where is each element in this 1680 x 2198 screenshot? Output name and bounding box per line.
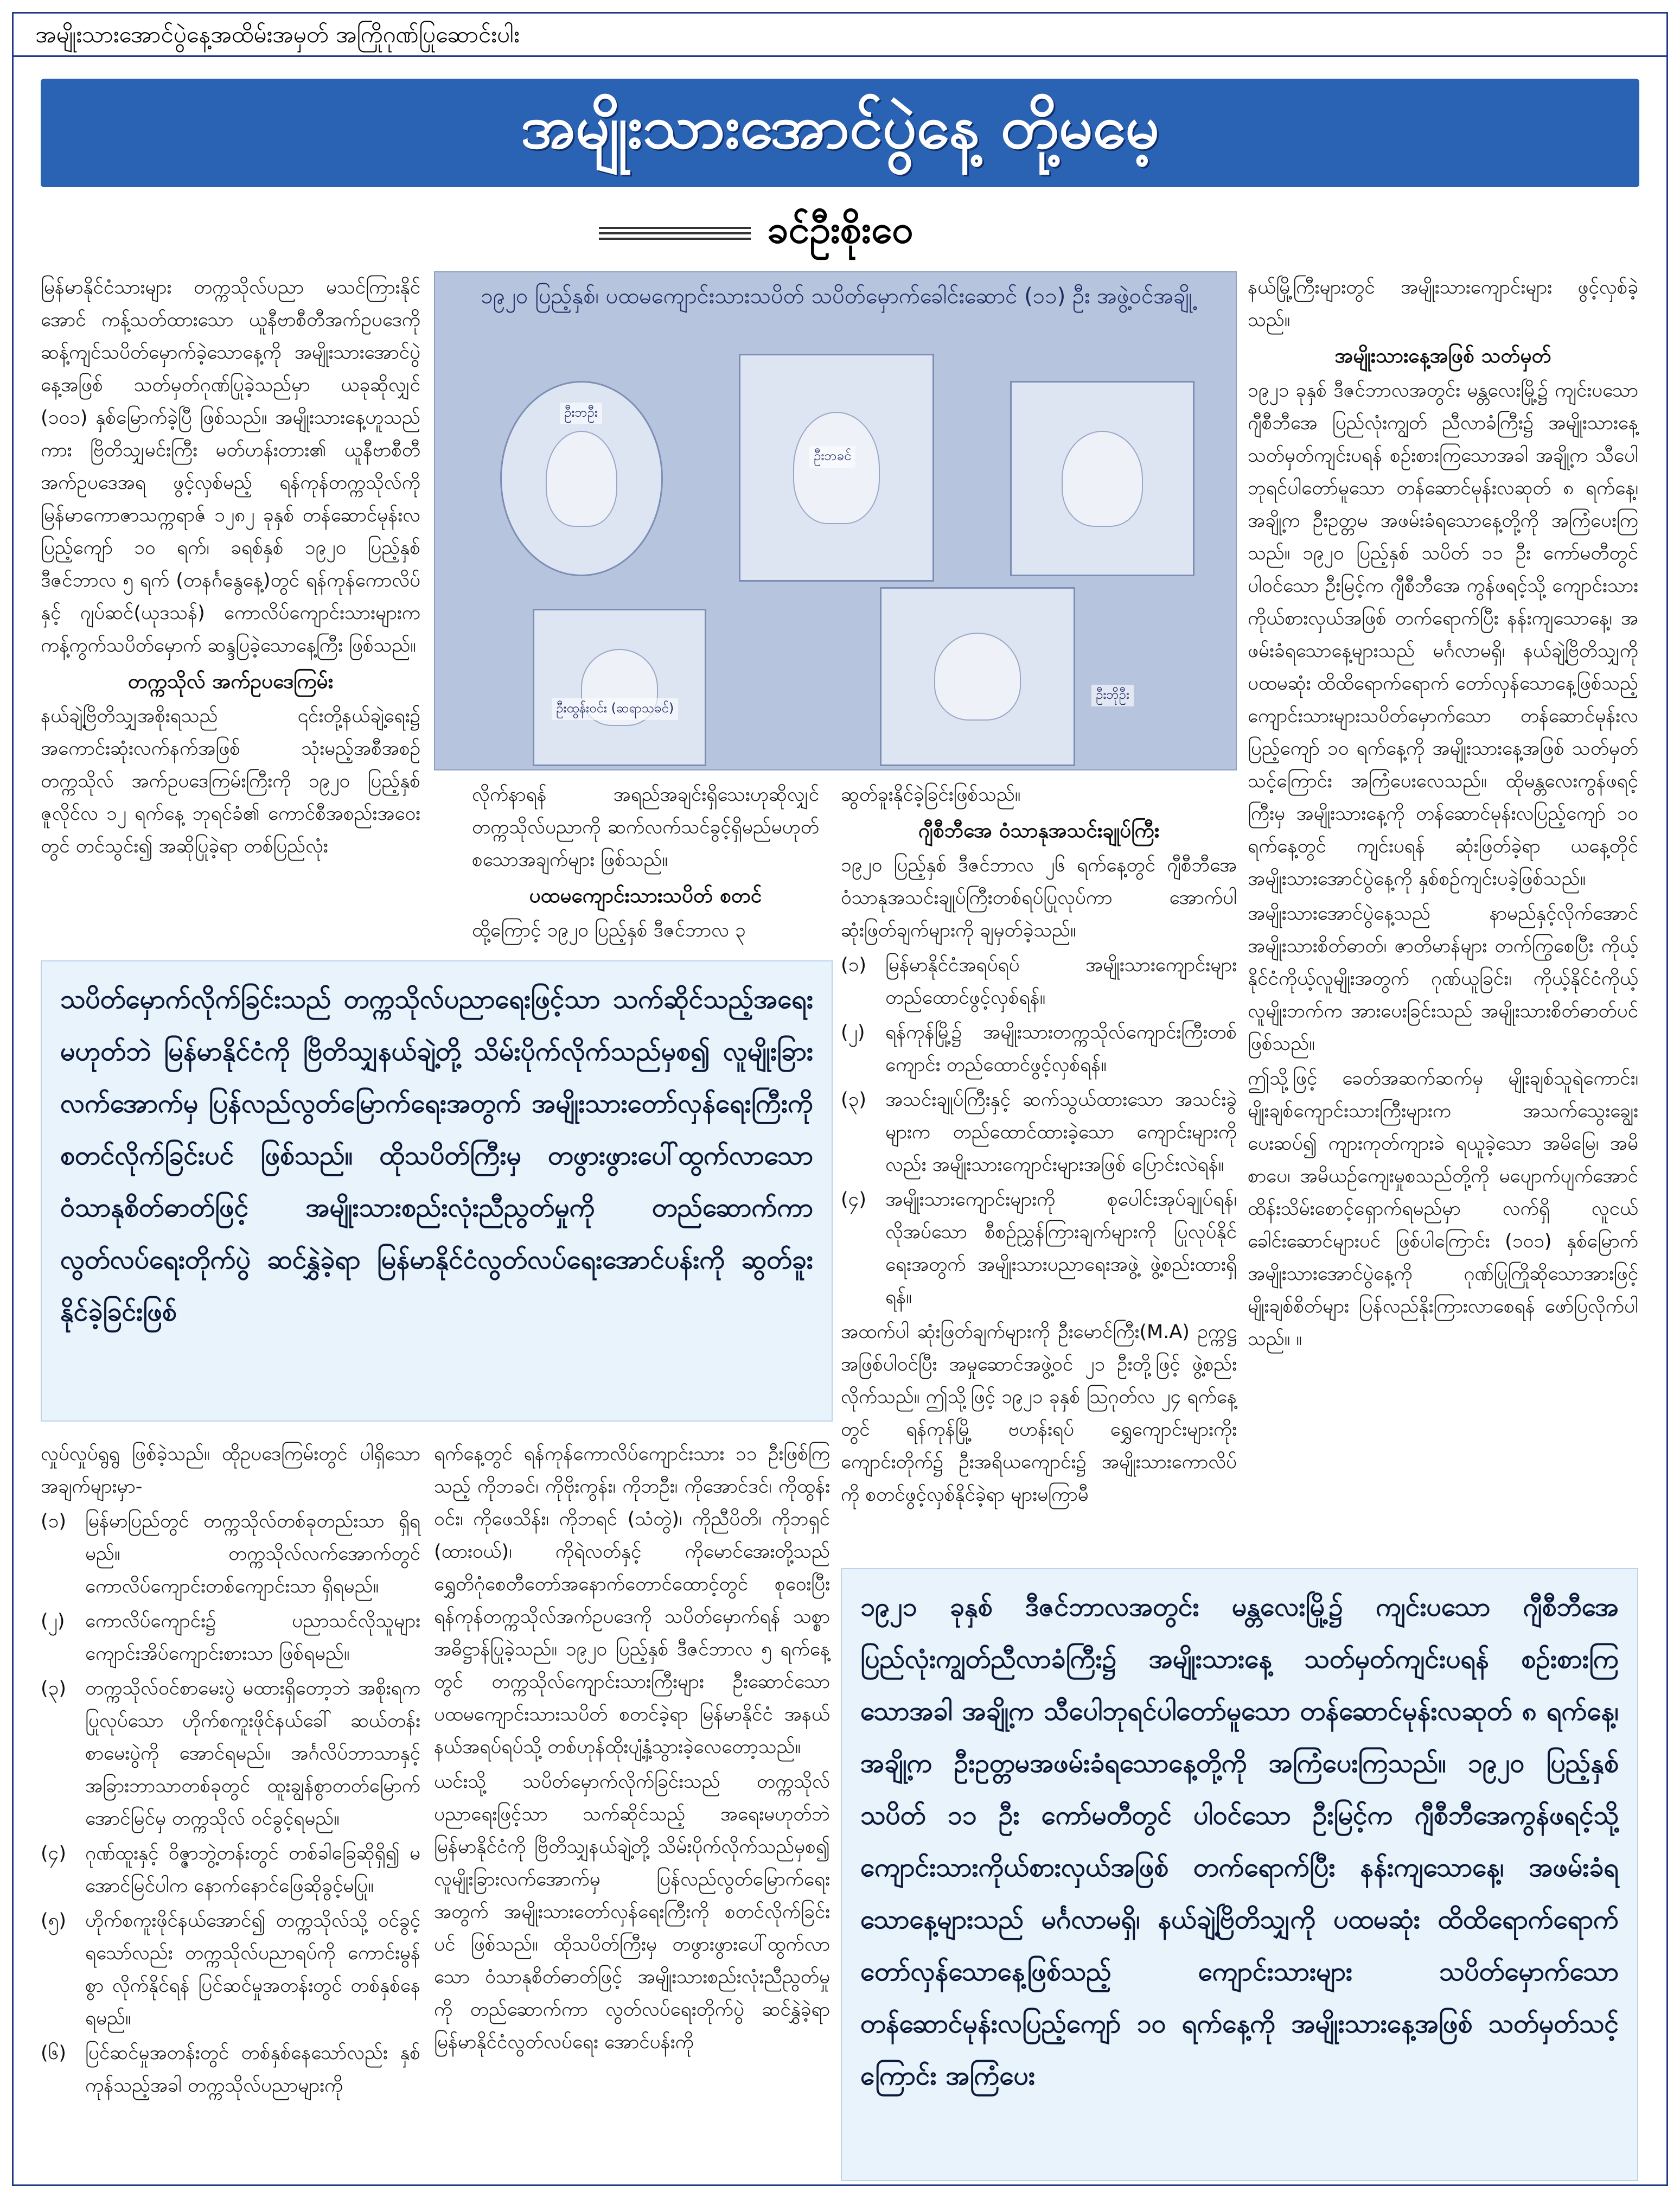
pull-quote	[41, 960, 833, 1422]
paragraph: ဤသို့ဖြင့် ခေတ်အဆက်ဆက်မှ မျိုးချစ်သူရဲကောင်း၊ မျိုးချစ်ကျောင်းသားကြီးများက အသက်သွေးချွေး ပေးဆပ်၍ ကျားကုတ်ကျားခဲ ရယူခဲ့သော အမိမြေ၊ အမိစာပေ၊ အမိယဉ်ကျေးမှုစသည်တို့ကို မပျောက်ပျက်အောင် ထိန်းသိမ်းစောင့်ရှောက်ရမည်မှာ လက်ရှိ လူငယ်ခေါင်းဆောင်များပင် ဖြစ်ပါကြောင်း (၁၀၁) နှစ်မြောက် အမျိုးသားအောင်ပွဲနေ့ကို ဂုဏ်ပြုကြိုဆိုသောအားဖြင့် မျိုးချစ်စိတ်များ ပြန်လည်နိုးကြားလာစေရန် ဖော်ပြလိုက်ပါသည်။ ။	[1248, 1068, 1638, 1350]
pull-quote	[841, 1568, 1638, 2181]
portrait-label: ဦးဘခင်	[809, 446, 855, 468]
list-item: (၂) ကောလိပ်ကျောင်း၌ ပညာသင်လိုသူများ ကျောင်းအိပ်ကျောင်းစားသာ ဖြစ်ရမည်။	[41, 1610, 420, 1665]
paragraph: ယင်းသို့ သပိတ်မှောက်လိုက်ခြင်းသည် တက္ကသိုလ်ပညာရေးဖြင့်သာ သက်ဆိုင်သည့် အရေးမဟုတ်ဘဲ မြန်မာနိုင်ငံကို ဗြိတိသျှနယ်ချဲ့တို့ သိမ်းပိုက်လိုက်သည်မှစ၍ လူမျိုးခြားလက်အောက်မှ ပြန်လည်လွတ်မြောက်ရေးအတွက် အမျိုးသားတော်လှန်ရေးကြီးကို စတင်လိုက်ခြင်းပင် ဖြစ်သည်။ ထိုသပိတ်ကြီးမှ တဖွားဖွားပေါ်ထွက်လာသော ဝံသာနုစိတ်ဓာတ်ဖြင့် အမျိုးသားစည်းလုံးညီညွတ်မှုကို တည်ဆောက်ကာ လွတ်လပ်ရေးတိုက်ပွဲ ဆင်နွှဲခဲ့ရာ မြန်မာနိုင်ငံလွတ်လပ်ရေး အောင်ပန်းကို	[434, 1771, 830, 2053]
article-byline: ခင်ဦးစိုးဝေ	[766, 207, 914, 252]
list-item: (၆) ပြင်ဆင်မှုအတန်းတွင် တစ်နှစ်နေသော်လည်း နှစ်ကုန်သည့်အခါ တက္ကသိုလ်ပညာများကို	[41, 2042, 420, 2097]
bill-provisions-list	[41, 1505, 420, 2102]
paragraph: လိုက်နာရန် အရည်အချင်းရှိသေးဟုဆိုလျှင် တက္ကသိုလ်ပညာကို ဆက်လက်သင်ခွင့်ရှိမည်မဟုတ် စသောအချက်များ ဖြစ်သည်။	[472, 784, 819, 871]
list-item: (၅) ဟိုက်စကူးဖိုင်နယ်အောင်၍ တက္ကသိုလ်သို့ ဝင်ခွင့်ရသော်လည်း တက္ကသိုလ်ပညာရပ်ကို ကောင်းမွန်စွာ လိုက်နိုင်ရန် ပြင်ဆင်မှုအတန်းတွင် တစ်နှစ်နေရမည်။	[41, 1910, 420, 2029]
list-item: (၃) တက္ကသိုလ်ဝင်စာမေးပွဲ မထားရှိတော့ဘဲ အစိုးရကပြုလုပ်သော ဟိုက်စကူးဖိုင်နယ်ခေါ် ဆယ်တန်းစာမေးပွဲကို အောင်ရမည်။ အင်္ဂလိပ်ဘာသာနှင့် အခြားဘာသာတစ်ခုတွင် ထူးချွန်စွာတတ်မြောက်အောင်မြင်မှ တက္ကသိုလ် ဝင်ခွင့်ရမည်။	[41, 1678, 420, 1830]
section-header	[14, 14, 1666, 57]
portrait-label: ဦးဘဦး	[560, 403, 602, 424]
section-heading: ပထမကျောင်းသားသပိတ် စတင်	[529, 884, 762, 907]
paragraph: အထက်ပါ ဆုံးဖြတ်ချက်များကို ဦးမောင်ကြီး(M.A) ဥက္ကဋ္ဌအဖြစ်ပါဝင်ပြီး အမှုဆောင်အဖွဲ့ဝင် ၂၁ ဦးတို့ဖြင့် ဖွဲ့စည်းလိုက်သည်။ ဤသို့ဖြင့် ၁၉၂၁ ခုနှစ် ဩဂုတ်လ ၂၄ ရက်နေ့တွင် ရန်ကုန်မြို့ ဗဟန်းရပ် ရွှေကျောင်းများကိုးကျောင်းတိုက်၌ ဦးအရိယကျောင်း၌ အမျိုးသားကောလိပ်ကို စတင်ဖွင့်လှစ်နိုင်ခဲ့ရာ များမကြာမီ	[841, 1321, 1237, 1506]
section-label: အမျိုးသားအောင်ပွဲနေ့အထိမ်းအမှတ် အကြိုဂုဏ်ပြုဆောင်းပါး	[35, 21, 520, 48]
list-item: (၃) အသင်းချုပ်ကြီးနှင့် ဆက်သွယ်ထားသော အသင်းခွဲများက တည်ထောင်ထားခဲ့သော ကျောင်းများကိုလည်း အမျိုးသားကျောင်းများအဖြစ် ပြောင်းလဲရန်။	[841, 1089, 1237, 1176]
paragraph: နယ်ချဲ့ဗြိတိသျှအစိုးရသည် ၎င်းတို့နယ်ချဲ့ရေး၌ အကောင်းဆုံးလက်နက်အဖြစ် သုံးမည့်အစီအစဉ် တက္ကသိုလ် အက်ဥပဒေကြမ်းကြီးကို ၁၉၂၀ ပြည့်နှစ် ဇူလိုင်လ ၁၂ ရက်နေ့ ဘုရင်ခံ၏ ကောင်စီအစည်းအဝေးတွင် တင်သွင်း၍ အဆိုပြုခဲ့ရာ တစ်ပြည်လုံး	[41, 705, 420, 857]
byline-row	[0, 206, 1680, 260]
portrait-photo	[880, 587, 1075, 766]
paragraph: ရက်နေ့တွင် ရန်ကုန်ကောလိပ်ကျောင်းသား ၁၁ ဦးဖြစ်ကြသည့် ကိုဘခင်၊ ကိုဗိုးကွန်း၊ ကိုဘဦး၊ ကိုအောင်ဒင်၊ ကိုထွန်းဝင်း၊ ကိုဖေသိန်း၊ ကိုဘရင် (သံတွဲ)၊ ကိုညီပိတိ၊ ကိုဘရှင် (ထားဝယ်)၊ ကိုရဲလတ်နှင့် ကိုမောင်အေးတို့သည် ရွှေတိဂုံစေတီတော်အနောက်တောင်ထောင့်တွင် စုဝေးပြီး ရန်ကုန်တက္ကသိုလ်အက်ဥပဒေကို သပိတ်မှောက်ရန် သစ္စာအဓိဋ္ဌာန်ပြုခဲ့သည်။ ၁၉၂၀ ပြည့်နှစ် ဒီဇင်ဘာလ ၅ ရက်နေ့တွင် တက္ကသိုလ်ကျောင်းသားကြီးများ ဦးဆောင်သော ပထမကျောင်းသားသပိတ် စတင်ခဲ့ရာ မြန်မာနိုင်ငံ အနယ်နယ်အရပ်ရပ်သို့ တစ်ဟုန်ထိုးပျံ့နှံ့သွားခဲ့လေတော့သည်။	[434, 1443, 830, 1758]
section-heading: အမျိုးသားနေ့အဖြစ် သတ်မှတ်	[1334, 344, 1551, 367]
portrait-label: ဦးဘိုဦး	[1091, 685, 1134, 706]
list-item: (၂) ရန်ကုန်မြို့၌ အမျိုးသားတက္ကသိုလ်ကျောင်းကြီးတစ်ကျောင်း တည်ထောင်ဖွင့်လှစ်ရန်။	[841, 1022, 1237, 1076]
column-2-top	[472, 779, 819, 952]
list-item: (၁) မြန်မာပြည်တွင် တက္ကသိုလ်တစ်ခုတည်းသာ ရှိရမည်။ တက္ကသိုလ်လက်အောက်တွင် ကောလိပ်ကျောင်းတစ်ကျောင်းသာ ရှိရမည်။	[41, 1511, 420, 1597]
pull-quote-text: ၁၉၂၁ ခုနှစ် ဒီဇင်ဘာလအတွင်း မန္တလေးမြို့၌ ကျင်းပသော ဂျီစီဘီအေ ပြည်လုံးကျွတ်ညီလာခံကြီး၌ အမျိုးသားနေ့ သတ်မှတ်ကျင်းပရန် စဉ်းစားကြသောအခါ အချို့က သီပေါဘုရင်ပါတော်မူသော တန်ဆောင်မုန်းလဆုတ် ၈ ရက်နေ့၊ အချို့က ဦးဥတ္တမအဖမ်းခံရသောနေ့တို့ကို အကြံပေးကြသည်။ ၁၉၂၀ ပြည့်နှစ် သပိတ် ၁၁ ဦး ကော်မတီတွင် ပါဝင်သော ဦးမြင့်က ဂျီစီဘီအေကွန်ဖရင့်သို့ ကျောင်းသားကိုယ်စားလှယ်အဖြစ် တက်ရောက်ပြီး နန်းကျသောနေ့၊ အဖမ်းခံရသောနေ့များသည် မင်္ဂလာမရှိ၊ နယ်ချဲ့ဗြိတိသျှကို ပထမဆုံး ထိထိရောက်ရောက်တော်လှန်သောနေ့ဖြစ်သည့် ကျောင်းသားများ သပိတ်မှောက်သော တန်ဆောင်မုန်းလပြည့်ကျော် ၁၀ ရက်နေ့ကို အမျိုးသားနေ့အဖြစ် သတ်မှတ်သင့်ကြောင်း အကြံပေး	[860, 1592, 1619, 2091]
column-4	[1248, 271, 1638, 1546]
section-heading: တက္ကသိုလ် အက်ဥပဒေကြမ်း	[127, 670, 334, 693]
portrait-photo	[533, 609, 706, 766]
portrait-photo	[739, 354, 934, 582]
title-banner	[41, 79, 1639, 187]
paragraph: နယ်မြို့ကြီးများတွင် အမျိုးသားကျောင်းများ ဖွင့်လှစ်ခဲ့သည်။	[1248, 277, 1638, 331]
list-item: (၄) အမျိုးသားကျောင်းများကို စုပေါင်းအုပ်ချုပ်ရန်၊ လိုအပ်သော စီစဉ်ညွှန်ကြားချက်များကို ပြုလုပ်နိုင်ရေးအတွက် အမျိုးသားပညာရေးအဖွဲ့ ဖွဲ့စည်းထားရှိရန်။	[841, 1189, 1237, 1308]
paragraph: မြန်မာနိုင်ငံသားများ တက္ကသိုလ်ပညာ မသင်ကြားနိုင်အောင် ကန့်သတ်ထားသော ယူနီဗာစီတီအက်ဥပဒေကို ဆန့်ကျင်သပိတ်မှောက်ခဲ့သောနေ့ကို အမျိုးသားအောင်ပွဲနေ့အဖြစ် သတ်မှတ်ဂုဏ်ပြုခဲ့သည်မှာ ယခုဆိုလျှင် (၁၀၁) နှစ်မြောက်ခဲ့ပြီ ဖြစ်သည်။ အမျိုးသားနေ့ဟူသည်ကား ဗြိတိသျှမင်းကြီး မတ်ဟန်းတား၏ ယူနီဗာစီတီ အက်ဥပဒေအရ ဖွင့်လှစ်မည့် ရန်ကုန်တက္ကသိုလ်ကို မြန်မာကောဇာသက္ကရာဇ် ၁၂၈၂ ခုနှစ် တန်ဆောင်မုန်းလပြည့်ကျော် ၁၀ ရက်၊ ခရစ်နှစ် ၁၉၂၀ ပြည့်နှစ် ဒီဇင်ဘာလ ၅ ရက် (တနင်္ဂနွေနေ့)တွင် ရန်ကုန်ကောလိပ်နှင့် ဂျပ်ဆင်(ယုဒသန်) ကောလိပ်ကျောင်းသားများက ကန့်ကွက်သပိတ်မှောက် ဆန္ဒပြခဲ့သောနေ့ကြီး ဖြစ်သည်။	[41, 277, 420, 657]
column-2-bottom	[434, 1438, 830, 2181]
paragraph: ၁၉၂၀ ပြည့်နှစ် ဒီဇင်ဘာလ ၂၆ ရက်နေ့တွင် ဂျီစီဘီအေ ဝံသာနုအသင်းချုပ်ကြီးတစ်ရပ်ပြုလုပ်ကာ အောက်ပါဆုံးဖြတ်ချက်များကို ချမှတ်ခဲ့သည်။	[841, 855, 1237, 941]
resolution-list	[841, 949, 1237, 1314]
portrait-photo	[1010, 381, 1194, 576]
paragraph: ထို့ကြောင့် ၁၉၂၀ ပြည့်နှစ် ဒီဇင်ဘာလ ၃	[472, 920, 746, 941]
paragraph: ၁၉၂၁ ခုနှစ် ဒီဇင်ဘာလအတွင်း မန္တလေးမြို့၌ ကျင်းပသော ဂျီစီဘီအေ ပြည်လုံးကျွတ် ညီလာခံကြီး၌ အမျိုးသားနေ့ သတ်မှတ်ကျင်းပရန် စဉ်းစားကြသောအခါ အချို့က သီပေါဘုရင်ပါတော်မူသော တန်ဆောင်မုန်းလဆုတ် ၈ ရက်နေ့၊ အချို့က ဦးဥတ္တမ အဖမ်းခံရသောနေ့တို့ကို အကြံပေးကြသည်။ ၁၉၂၀ ပြည့်နှစ် သပိတ် ၁၁ ဦး ကော်မတီတွင် ပါဝင်သော ဦးမြင့်က ဂျီစီဘီအေ ကွန်ဖရင့်သို့ ကျောင်းသားကိုယ်စားလှယ်အဖြစ် တက်ရောက်ပြီး နန်းကျသောနေ့၊ အဖမ်းခံရသောနေ့များသည် မင်္ဂလာမရှိ၊ နယ်ချဲ့ဗြိတိသျှကို ပထမဆုံး ထိထိရောက်ရောက် တော်လှန်သောနေ့ဖြစ်သည့် ကျောင်းသားများသပိတ်မှောက်သော တန်ဆောင်မုန်းလပြည့်ကျော် ၁၀ ရက်နေ့ကို အမျိုးသားနေ့အဖြစ် သတ်မှတ်သင့်ကြောင်း အကြံပေးလေသည်။ ထိုမန္တလေးကွန်ဖရင့်ကြီးမှ အမျိုးသားနေ့ကို တန်ဆောင်မုန်းလပြည့်ကျော် ၁၀ ရက်နေ့တွင် ကျင်းပရန် ဆုံးဖြတ်ခဲ့ရာ ယနေ့တိုင် အမျိုးသားအောင်ပွဲနေ့ကို နှစ်စဉ်ကျင်းပခဲ့ဖြစ်သည်။	[1248, 380, 1638, 890]
column-3-top	[841, 779, 1237, 1506]
byline-rule-left	[599, 227, 751, 240]
portrait-label: ဦးထွန်းဝင်း (ဆရာသခင်)	[552, 698, 678, 720]
pull-quote-text: သပိတ်မှောက်လိုက်ခြင်းသည် တက္ကသိုလ်ပညာရေးဖြင့်သာ သက်ဆိုင်သည့်အရေးမဟုတ်ဘဲ မြန်မာနိုင်ငံကို ဗြိတိသျှနယ်ချဲ့တို့ သိမ်းပိုက်လိုက်သည်မှစ၍ လူမျိုးခြားလက်အောက်မှ ပြန်လည်လွတ်မြောက်ရေးအတွက် အမျိုးသားတော်လှန်ရေးကြီးကို စတင်လိုက်ခြင်းပင် ဖြစ်သည်။ ထိုသပိတ်ကြီးမှ တဖွားဖွားပေါ်ထွက်လာသော ဝံသာနုစိတ်ဓာတ်ဖြင့် အမျိုးသားစည်းလုံးညီညွတ်မှုကို တည်ဆောက်ကာ လွတ်လပ်ရေးတိုက်ပွဲ ဆင်နွှဲခဲ့ရာ မြန်မာနိုင်ငံလွတ်လပ်ရေးအောင်ပန်းကို ဆွတ်ခူးနိုင်ခဲ့ခြင်းဖြစ်	[60, 984, 813, 1327]
article-title: အမျိုးသားအောင်ပွဲနေ့ တို့မမေ့	[520, 92, 1160, 162]
column-1-top	[41, 271, 420, 950]
paragraph: လှုပ်လှုပ်ရွရွ ဖြစ်ခဲ့သည်။ ထိုဥပဒေကြမ်းတွင် ပါရှိသော အချက်များမှာ-	[41, 1443, 420, 1498]
photo-panel	[434, 271, 1237, 770]
photo-caption: ၁၉၂၀ ပြည့်နှစ်၊ ပထမကျောင်းသားသပိတ် သပိတ်မှောက်ခေါင်းဆောင် (၁၁) ဦး အဖွဲ့ဝင်အချို့	[481, 284, 1192, 309]
section-heading: ဂျီစီဘီအေ ဝံသာနုအသင်းချုပ်ကြီး	[918, 819, 1160, 842]
column-1-bottom	[41, 1438, 420, 2181]
paragraph: အမျိုးသားအောင်ပွဲနေ့သည် နာမည်နှင့်လိုက်အောင် အမျိုးသားစိတ်ဓာတ်၊ ဇာတိမာန်များ တက်ကြွစေပြီး ကိုယ့်နိုင်ငံကိုယ့်လူမျိုးအတွက် ဂုဏ်ယူခြင်း၊ ကိုယ့်နိုင်ငံကိုယ့်လူမျိုးဘက်က အားပေးခြင်းသည် အမျိုးသားစိတ်ဓာတ်ပင် ဖြစ်သည်။	[1248, 903, 1638, 1055]
list-item: (၄) ဂုဏ်ထူးနှင့် ဝိဇ္ဇာဘွဲ့တန်းတွင် တစ်ခါခြေဆိုရှိ၍ မအောင်မြင်ပါက နောက်နောင်ဖြေဆိုခွင့်မပြု။	[41, 1843, 420, 1897]
paragraph: ဆွတ်ခူးနိုင်ခဲ့ခြင်းဖြစ်သည်။	[841, 784, 1021, 806]
list-item: (၁) မြန်မာနိုင်ငံအရပ်ရပ် အမျိုးသားကျောင်းများ တည်ထောင်ဖွင့်လှစ်ရန်။	[841, 954, 1237, 1009]
